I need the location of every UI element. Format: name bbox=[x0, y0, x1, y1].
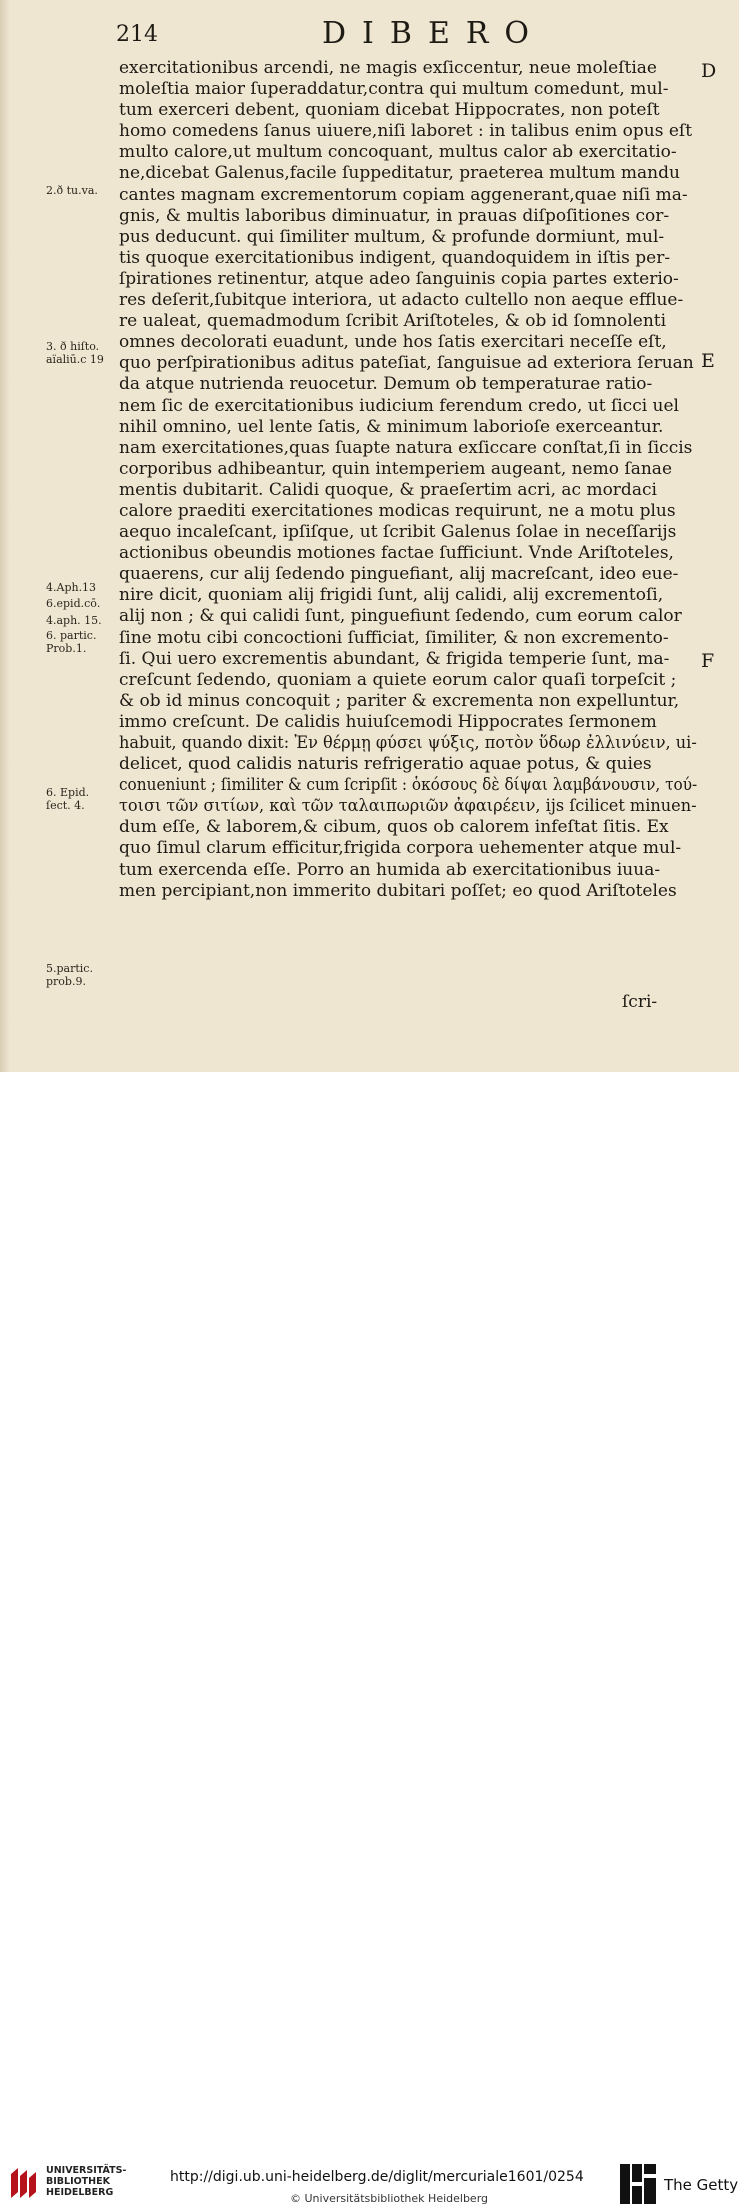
text-line: habuit, quando dixit: Ἐν θέρμῃ φύσει ψύξις, ποτὸν ὕδωρ ἐλλινύειν, ui- bbox=[119, 733, 697, 753]
margin-note: 5.partic. prob.9. bbox=[46, 962, 93, 988]
text-line: corporibus adhibeantur, quin intemperiem augeant, nemo ſanae bbox=[119, 458, 672, 479]
text-line: ſi. Qui uero excrementis abundant, & frigida temperie ſunt, ma- bbox=[119, 648, 670, 669]
text-line: alij non ; & qui calidi ſunt, pinguefiunt ſedendo, cum eorum calor bbox=[119, 606, 682, 627]
page-header bbox=[0, 0, 739, 60]
university-logo-icon bbox=[8, 2164, 42, 2200]
text-line: exercitationibus arcendi, ne magis exſiccentur, neue moleſtiae bbox=[119, 58, 657, 78]
text-line: ſine motu cibi concoctioni ſufficiat, ſimiliter, & non excremento- bbox=[119, 627, 669, 648]
text-line: nihil omnino, uel lente ſatis, & minimum laborioſe exerceantur. bbox=[119, 416, 664, 437]
text-line: ſpirationes retinentur, atque adeo ſanguinis copia partes exterio- bbox=[119, 268, 679, 289]
copyright-notice: © Universitätsbibliothek Heidelberg bbox=[290, 2192, 489, 2205]
catchword: ſcri- bbox=[622, 992, 658, 1012]
getty-name: The Getty bbox=[664, 2176, 739, 2194]
text-line: mentis dubitarit. Calidi quoque, & praeſertim acri, ac mordaci bbox=[119, 479, 657, 500]
text-line: quo ſimul clarum efficitur,frigida corpora uehementer atque mul- bbox=[119, 838, 682, 859]
text-line: moleſtia maior ſuperaddatur,contra qui multum comedunt, mul- bbox=[119, 79, 669, 100]
text-line: multo calore,ut multum concoquant, multus calor ab exercitatio- bbox=[119, 142, 677, 163]
section-letter-f: F bbox=[701, 650, 715, 672]
main-text-block bbox=[119, 58, 697, 902]
margin-note: 2.ð tu.va. bbox=[46, 184, 98, 197]
text-line: immo creſcunt. De calidis huiuſcemodi Hippocrates ſermonem bbox=[119, 711, 657, 732]
document-url-link[interactable]: http://digi.ub.uni-heidelberg.de/diglit/mercuriale1601/0254 bbox=[170, 2169, 584, 2185]
margin-note: 3. ð hiſto. aïaliū.c 19 bbox=[46, 340, 104, 366]
text-line: quo perſpirationibus aditus pateſiat, ſanguisue ad exteriora ſeruan bbox=[119, 353, 694, 374]
text-line: actionibus obeundis motiones factae ſufficiunt. Vnde Ariſtoteles, bbox=[119, 543, 674, 564]
text-line: da atque nutrienda reuocetur. Demum ob temperaturae ratio- bbox=[119, 374, 653, 395]
text-line: tum exerceri debent, quoniam dicebat Hippocrates, non poteſt bbox=[119, 100, 660, 121]
text-line: calore praediti exercitationes modicas requirunt, ne a motu plus bbox=[119, 500, 676, 521]
section-letter-d: D bbox=[701, 60, 717, 82]
footer bbox=[0, 1072, 739, 2205]
text-line: omnes decolorati euadunt, unde hos ſatis exercitari neceſſe eſt, bbox=[119, 332, 667, 353]
book-page bbox=[0, 0, 739, 1072]
text-line: τοισι τῶν σιτίων, καὶ τῶν ταλαιπωριῶν ἀφαιρέειν, ijs ſcilicet minuen- bbox=[119, 796, 697, 817]
margin-note: 4.aph. 15. bbox=[46, 614, 102, 627]
text-line: nem ſic de exercitationibus iudicium ferendum credo, ut ſicci uel bbox=[119, 395, 679, 416]
text-line: delicet, quod calidis naturis refrigeratio aquae potus, & quies bbox=[119, 754, 652, 775]
text-line: conueniunt ; ſimiliter & cum ſcripſit : ὁκόσους δὲ δίψαι λαμβάνουσιν, τού- bbox=[119, 775, 698, 796]
text-line: cantes magnam excrementorum copiam aggenerant,quae niſi ma- bbox=[119, 184, 688, 205]
text-line: & ob id minus concoquit ; pariter & excrementa non expelluntur, bbox=[119, 690, 680, 711]
text-line: tis quoque exercitationibus indigent, quandoquidem in iſtis per- bbox=[119, 247, 671, 268]
text-line: creſcunt ſedendo, quoniam a quiete eorum calor quaſi torpeſcit ; bbox=[119, 669, 677, 690]
text-line: aequo incaleſcant, ipſiſque, ut ſcribit Galenus ſolae in neceſſarijs bbox=[119, 522, 677, 543]
margin-note: 4.Aph.13 bbox=[46, 581, 97, 594]
library-name: UNIVERSITÄTS- BIBLIOTHEK HEIDELBERG bbox=[46, 2165, 127, 2198]
text-line: ne,dicebat Galenus,facile ſuppeditatur, praeterea multum mandu bbox=[119, 163, 680, 184]
text-line: tum exercenda eſſe. Porro an humida ab exercitationibus iuua- bbox=[119, 859, 661, 880]
margin-note: 6. partic. Prob.1. bbox=[46, 629, 97, 655]
getty-logo-icon bbox=[618, 2162, 658, 2206]
text-line: pus deducunt. qui ſimiliter multum, & profunde dormiunt, mul- bbox=[119, 226, 665, 247]
text-line: gnis, & multis laboribus diminuatur, in prauas diſpoſitiones cor- bbox=[119, 205, 670, 226]
page-gutter-shadow bbox=[0, 0, 10, 1072]
margin-note: 6. Epid. ſect. 4. bbox=[46, 786, 90, 812]
text-line: homo comedens ſanus uiuere,niſi laboret : in talibus enim opus eſt bbox=[119, 121, 693, 142]
text-line: quaerens, cur alij ſedendo pinguefiant, alij macreſcant, ideo eue- bbox=[119, 564, 679, 585]
text-line: dum eſſe, & laborem,& cibum, quos ob calorem infeſtat ſitis. Ex bbox=[119, 817, 669, 838]
text-line: nam exercitationes,quas ſuapte natura exſiccare conſtat,ſi in ſiccis bbox=[119, 437, 693, 458]
text-line: men percipiant,non immerito dubitari poſſet; eo quod Ariſtoteles bbox=[119, 880, 677, 901]
section-letter-e: E bbox=[701, 350, 715, 372]
text-line: res deſerit,ſubitque interiora, ut adacto cultello non aeque efflue- bbox=[119, 290, 684, 311]
margin-note: 6.epid.cō. bbox=[46, 597, 101, 610]
text-line: nire dicit, quoniam alij frigidi ſunt, alij calidi, alij excrementoſi, bbox=[119, 585, 664, 606]
page-number: 214 bbox=[116, 22, 158, 47]
text-line: re ualeat, quemadmodum ſcribit Ariſtoteles, & ob id ſomnolenti bbox=[119, 311, 667, 332]
running-title: DIBERO bbox=[322, 16, 546, 51]
